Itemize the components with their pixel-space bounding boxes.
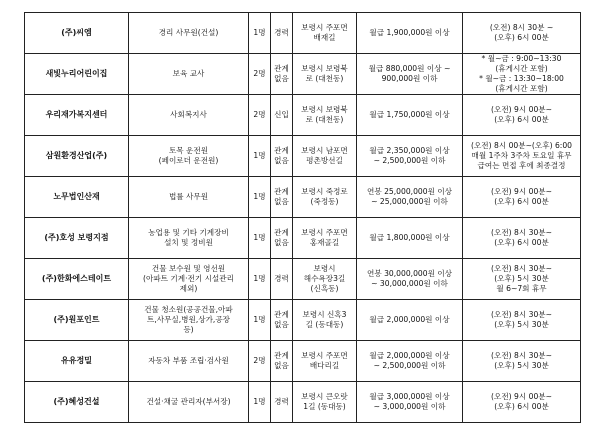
work-location: 보령시 보령북 로 (대천동) (293, 95, 357, 136)
work-location: 보령시 주포면 배다리길 (293, 341, 357, 382)
table-row (25, 177, 581, 218)
work-location: 보령시 해수욕장3길 (신흑동) (293, 259, 357, 300)
company-name: (주)씨엠 (25, 13, 129, 54)
work-location: 보령시 남포면 평촌방선길 (293, 136, 357, 177)
work-location: 보령시 큰오랏 1길 (동대동) (293, 382, 357, 423)
work-location: 보령시 죽정로 (죽정동) (293, 177, 357, 218)
job-title: 법률 사무원 (129, 177, 249, 218)
job-title: 건물 청소원(공공건물,아파 트,사무실,병원,상가,공장 등) (129, 300, 249, 341)
salary: 월급 3,000,000원 이상 ~ 3,000,000원 이하 (357, 382, 463, 423)
job-title: 토목 운전원 (페이로더 운전원) (129, 136, 249, 177)
job-title: 자동차 부품 조립·검사원 (129, 341, 249, 382)
work-hours: (오전) 9시 00분~ (오후) 6시 00분 (463, 95, 581, 136)
table-row (25, 95, 581, 136)
salary: 월급 2,000,000원 이상 (357, 300, 463, 341)
table-row (25, 136, 581, 177)
company-name: (주)원포인트 (25, 300, 129, 341)
company-name: 유유정밀 (25, 341, 129, 382)
work-hours: (오전) 8시 30분~ (오후) 5시 30분 (463, 341, 581, 382)
salary: 월급 1,800,000원 이상 (357, 218, 463, 259)
company-name: (주)호성 보령지점 (25, 218, 129, 259)
work-hours: (오전) 9시 00분~ (오후) 6시 00분 (463, 177, 581, 218)
career-requirement: 관계 없음 (271, 136, 293, 177)
company-name: (주)한화에스테이트 (25, 259, 129, 300)
hire-count: 2명 (249, 54, 271, 95)
job-title: 건설·채굴 관리자(부서장) (129, 382, 249, 423)
work-location: 보령시 신혹3 길 (동대동) (293, 300, 357, 341)
hire-count: 1명 (249, 382, 271, 423)
company-name: 새빛누리어린이집 (25, 54, 129, 95)
table-row (25, 259, 581, 300)
work-hours: * 월~금 : 9:00~13:30 (휴게시간 포함) * 월~금 : 13:30~18:00 (휴게시간 포함) (463, 54, 581, 95)
career-requirement: 경력 (271, 259, 293, 300)
salary: 월급 880,000원 이상 ~ 900,000원 이하 (357, 54, 463, 95)
hire-count: 2명 (249, 95, 271, 136)
work-hours: (오전) 8시 30분~ (오후) 6시 00분 (463, 218, 581, 259)
salary: 연봉 30,000,000원 이상 ~ 30,000,000원 이하 (357, 259, 463, 300)
hire-count: 1명 (249, 136, 271, 177)
company-name: 노무법인산재 (25, 177, 129, 218)
career-requirement: 관계 없음 (271, 341, 293, 382)
salary: 월급 1,750,000원 이상 (357, 95, 463, 136)
job-title: 농업용 및 기타 기계장비 설치 및 정비원 (129, 218, 249, 259)
company-name: (주)혜성건설 (25, 382, 129, 423)
salary: 월급 2,350,000원 이상 ~ 2,500,000원 이하 (357, 136, 463, 177)
job-listing-table (24, 12, 581, 423)
table-row (25, 54, 581, 95)
hire-count: 1명 (249, 259, 271, 300)
hire-count: 2명 (249, 341, 271, 382)
table-row (25, 382, 581, 423)
hire-count: 1명 (249, 300, 271, 341)
job-title: 사회복지사 (129, 95, 249, 136)
company-name: 우리재가복지센터 (25, 95, 129, 136)
career-requirement: 관계 없음 (271, 218, 293, 259)
job-title: 건물 보수원 및 영선원 (아파트 기계·전기 시설관리 제외) (129, 259, 249, 300)
work-location: 보령시 주포면 배재길 (293, 13, 357, 54)
work-hours: (오전) 9시 00분~ (오후) 6시 00분 (463, 382, 581, 423)
hire-count: 1명 (249, 218, 271, 259)
job-title: 경리 사무원(건설) (129, 13, 249, 54)
career-requirement: 관계 없음 (271, 54, 293, 95)
career-requirement: 신입 (271, 95, 293, 136)
table-row (25, 218, 581, 259)
table-row (25, 300, 581, 341)
work-location: 보령시 주포면 홍재골길 (293, 218, 357, 259)
salary: 월급 2,000,000원 이상 ~ 2,500,000원 이하 (357, 341, 463, 382)
hire-count: 1명 (249, 13, 271, 54)
work-location: 보령시 보령북 로 (대천동) (293, 54, 357, 95)
work-hours: (오전) 8시 00분~(오후) 6:00 매월 1주차 3주차 토요일 휴무 급여는 면접 후에 최종결정 (463, 136, 581, 177)
career-requirement: 경력 (271, 382, 293, 423)
salary: 월급 1,900,000원 이상 (357, 13, 463, 54)
career-requirement: 경력 (271, 13, 293, 54)
hire-count: 1명 (249, 177, 271, 218)
company-name: 삼원환경산업(주) (25, 136, 129, 177)
work-hours: (오전) 8시 30분 ~ (오후) 6시 00분 (463, 13, 581, 54)
career-requirement: 관계 없음 (271, 300, 293, 341)
job-title: 보육 교사 (129, 54, 249, 95)
work-hours: (오전) 8시 30분~ (오후) 5시 30분 월 6~7회 휴무 (463, 259, 581, 300)
work-hours: (오전) 8시 30분~ (오후) 5시 30분 (463, 300, 581, 341)
table-row (25, 13, 581, 54)
table-row (25, 341, 581, 382)
career-requirement: 관계 없음 (271, 177, 293, 218)
salary: 연봉 25,000,000원 이상 ~ 25,000,000원 이하 (357, 177, 463, 218)
